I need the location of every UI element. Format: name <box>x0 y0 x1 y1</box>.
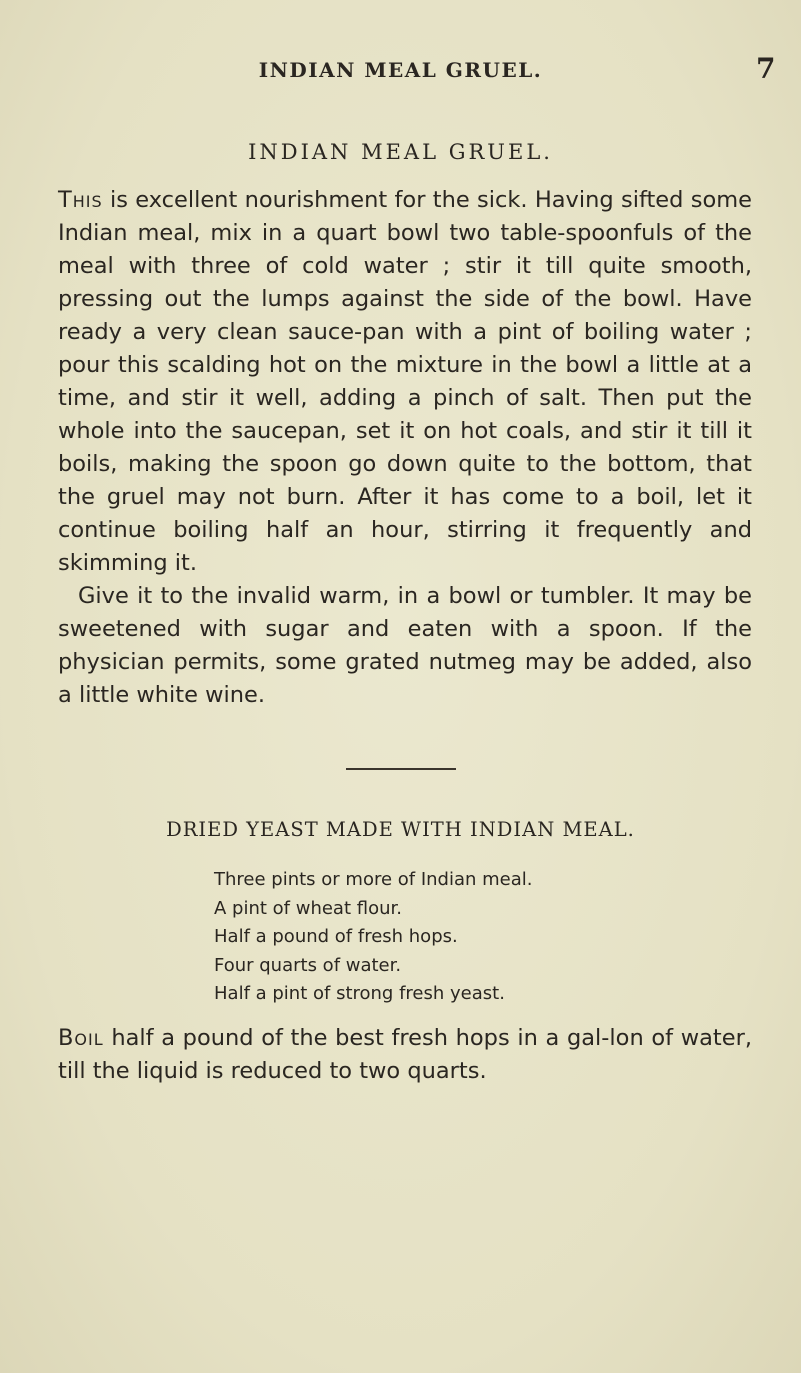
section-divider <box>346 768 456 770</box>
ingredient-item: Four quarts of water. <box>214 954 402 976</box>
recipe-paragraph-1 <box>58 184 752 580</box>
lead-word: This <box>58 187 103 213</box>
paragraph-text: is excellent nourishment for the sick. Having sifted some Indian meal, mix in a quart bowl two table-spoonfuls of the meal with three of cold water ; stir it till quite smooth, pressing out the lumps against the side of the bowl. Have ready a very clean sauce-pan with a pint of boiling water ; pour this scalding hot on the mixture in the bowl a little at a time, and stir it well, adding a pinch of salt. Then put the whole into the saucepan, set it on hot coals, and stir it till it boils, making the spoon go down quite to the bottom, that the gruel may not burn. After it has come to a boil, let it continue boiling half an hour, stirring it frequently and skimming it. <box>58 187 752 576</box>
recipe-title: INDIAN MEAL GRUEL. <box>248 140 553 164</box>
yeast-instructions <box>58 1022 752 1088</box>
yeast-paragraph-1 <box>58 1022 752 1088</box>
running-head: INDIAN MEAL GRUEL. <box>258 58 543 82</box>
section-title: DRIED YEAST MADE WITH INDIAN MEAL. <box>166 818 635 841</box>
recipe-body <box>58 184 752 712</box>
ingredient-item: Half a pint of strong fresh yeast. <box>214 983 505 1004</box>
ingredient-item: A pint of wheat flour. <box>214 897 402 919</box>
ingredient-list <box>214 866 533 1009</box>
paragraph-text: half a pound of the best fresh hops in a gal-lon of water, till the liquid is reduced to two quarts. <box>58 1025 752 1084</box>
ingredient-item: Three pints or more of Indian meal. <box>214 869 533 890</box>
page-number: 7 <box>756 52 776 85</box>
recipe-paragraph-2: Give it to the invalid warm, in a bowl or tumbler. It may be sweetened with sugar and eaten with a spoon. If the physician permits, some grated nutmeg may be added, also a little white wine. <box>58 583 752 708</box>
ingredient-item: Half a pound of fresh hops. <box>214 926 458 947</box>
lead-word: Boil <box>58 1025 104 1051</box>
